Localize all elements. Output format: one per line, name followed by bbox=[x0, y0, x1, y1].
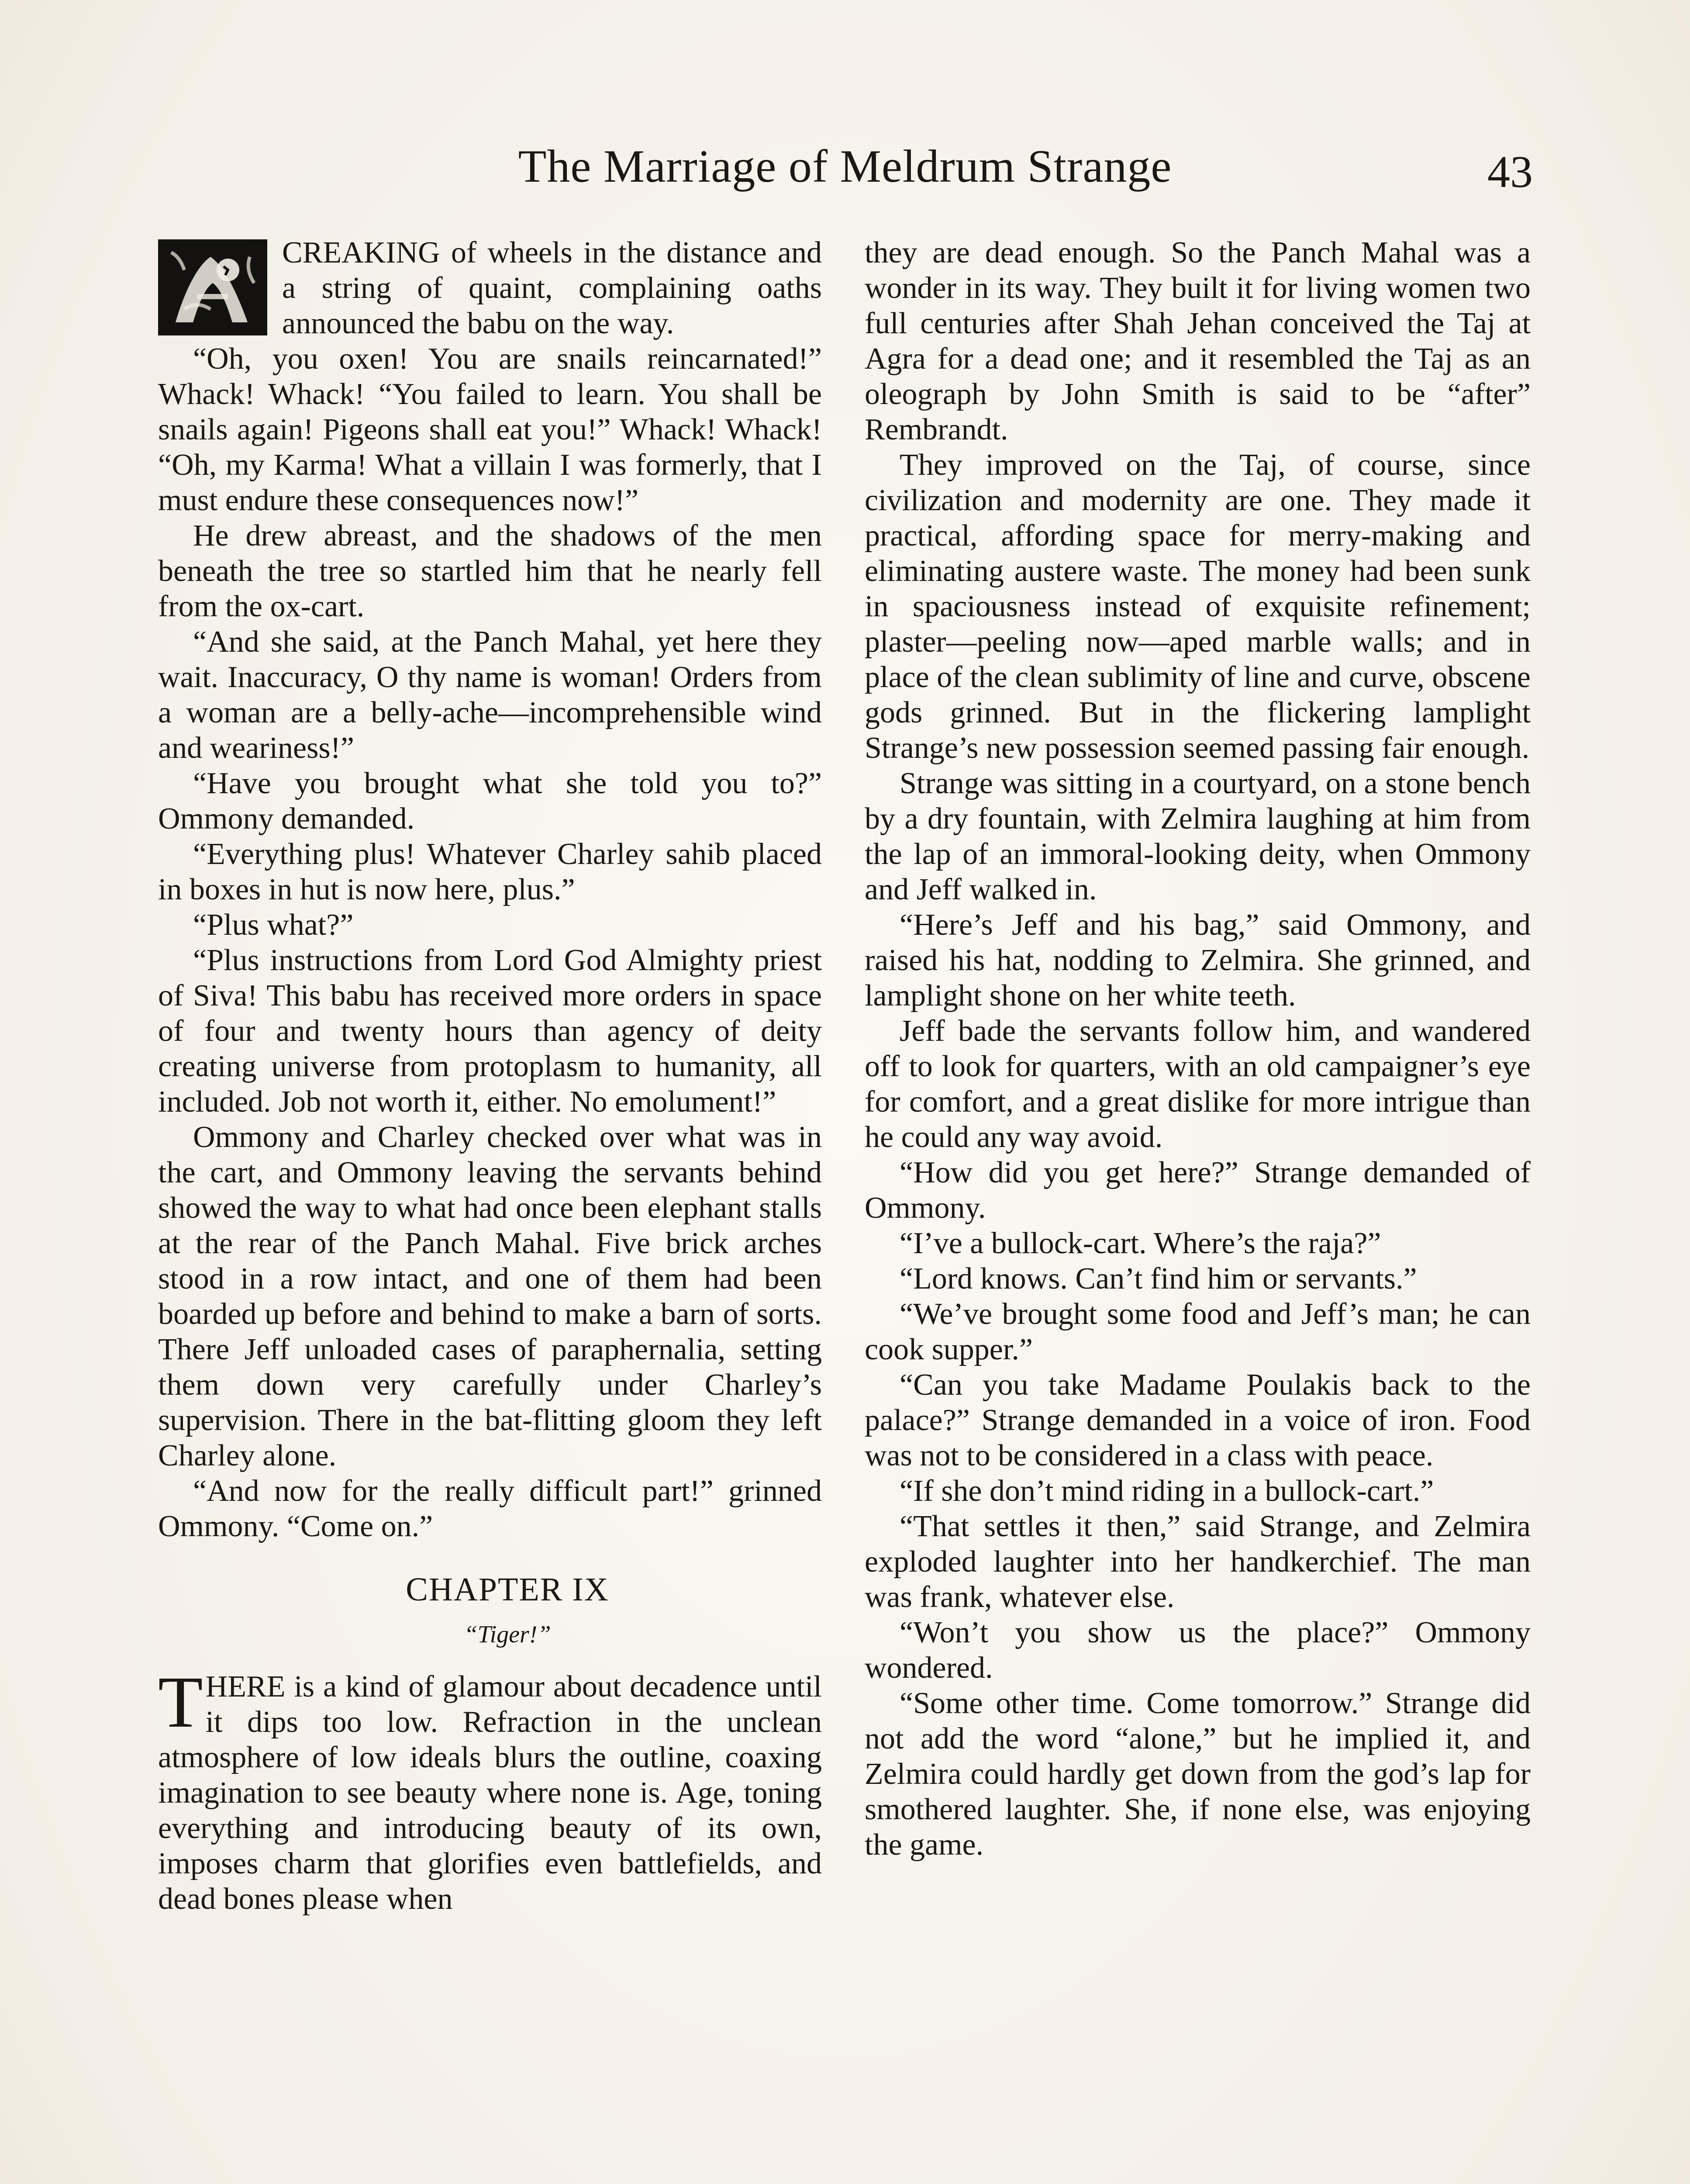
running-title: The Marriage of Meldrum Strange bbox=[518, 141, 1172, 192]
paragraph: “If she don’t mind riding in a bullock-cart.” bbox=[900, 1474, 1434, 1508]
paragraph: “How did you get here?” Strange demanded of Ommony. bbox=[865, 1156, 1531, 1225]
chapter-subtitle: “Tiger!” bbox=[464, 1621, 551, 1648]
paragraph: “And she said, at the Panch Mahal, yet here they wait. Inaccuracy, O thy name is woman! Orders from a woman are a belly-ache—incomprehensible wind and weariness!” bbox=[158, 625, 822, 765]
paragraph: “Lord knows. Can’t find him or servants.” bbox=[900, 1262, 1417, 1296]
paragraph: Ommony and Charley checked over what was in the cart, and Ommony leaving the servants behind showed the way to what had once been elephant stalls at the rear of the Panch Mahal. Five brick arches stood in a row intact, and one of them had been boarded up before and behind to make a barn of sorts. There Jeff unloaded cases of paraphernalia, setting them down very carefully under Charley’s supervision. There in the bat-flitting gloom they left Charley alone. bbox=[158, 1120, 822, 1472]
paragraph: “That settles it then,” said Strange, and Zelmira exploded laughter into her handkerchief. The man was frank, whatever else. bbox=[865, 1510, 1531, 1614]
initial-letter: T bbox=[158, 1662, 203, 1743]
paragraph-text: CREAKING of wheels in the distance and a string of quaint, complaining oaths announced the babu on the way. bbox=[282, 236, 822, 340]
page-number: 43 bbox=[1487, 147, 1533, 197]
paragraph: they are dead enough. So the Panch Mahal was a wonder in its way. They built it for living women two full centuries after Shah Jehan conceived the Taj at Agra for a dead one; and it resembled the Taj as an oleograph by John Smith is said to be “after” Rembrandt. bbox=[865, 236, 1531, 446]
paragraph: “I’ve a bullock-cart. Where’s the raja?” bbox=[900, 1227, 1381, 1260]
paragraph: “Won’t you show us the place?” Ommony wondered. bbox=[865, 1616, 1531, 1685]
paragraph-text: HERE is a kind of glamour about decadence until it dips too low. Refraction in the unclean atmosphere of low ideals blurs the outline, coaxing imagination to see beauty where none is. Age, toning everything and introducing beauty of its own, imposes charm that glorifies even battlefields, and dead bones please when bbox=[158, 1670, 822, 1916]
paragraph: “Oh, you oxen! You are snails reincarnated!” Whack! Whack! “You failed to learn. You shall be snails again! Pigeons shall eat you!” Whack! Whack! “Oh, my Karma! What a villain I was formerly, that I must endure these consequences now!” bbox=[158, 342, 822, 517]
paragraph: He drew abreast, and the shadows of the men beneath the tree so startled him that he nearly fell from the ox-cart. bbox=[158, 519, 822, 623]
left-column bbox=[158, 235, 822, 1917]
paragraph: “We’ve brought some food and Jeff’s man; he can cook supper.” bbox=[865, 1297, 1531, 1366]
paragraph: “Plus what?” bbox=[193, 908, 354, 942]
paragraph: “Here’s Jeff and his bag,” said Ommony, and raised his hat, nodding to Zelmira. She grinned, and lamplight shone on her white teeth. bbox=[865, 908, 1531, 1013]
paragraph: “Have you brought what she told you to?” Ommony demanded. bbox=[158, 767, 822, 836]
page-header bbox=[157, 140, 1533, 205]
paragraph: “Everything plus! Whatever Charley sahib placed in boxes in hut is now here, plus.” bbox=[158, 837, 822, 906]
paragraph: “Can you take Madame Poulakis back to the palace?” Strange demanded in a voice of iron. Food was not to be considered in a class with peace. bbox=[865, 1368, 1531, 1472]
paragraph: They improved on the Taj, of course, since civilization and modernity are one. They made it practical, affording space for merry-making and eliminating austere waste. The money had been sunk in spaciousness instead of exquisite refinement; plaster—peeling now—aped marble walls; and in place of the clean sublimity of line and curve, obscene gods grinned. But in the flickering lamplight Strange’s new possession seemed passing fair enough. bbox=[865, 448, 1531, 765]
paragraph bbox=[158, 235, 822, 341]
paragraph: Jeff bade the servants follow him, and wandered off to look for quarters, with an old campaigner’s eye for comfort, and a great dislike for more intrigue than he could any way avoid. bbox=[865, 1014, 1531, 1154]
paragraph: “Some other time. Come tomorrow.” Strange did not add the word “alone,” but he implied it, and Zelmira could hardly get down from the god’s lap for smothered laughter. She, if none else, was enjoying the game. bbox=[865, 1686, 1531, 1862]
right-column bbox=[865, 235, 1531, 1863]
paragraph: “Plus instructions from Lord God Almighty priest of Siva! This babu has received more orders in space of four and twenty hours than agency of deity creating universe from protoplasm to humanity, all included. Job not worth it, either. No emolument!” bbox=[158, 943, 822, 1119]
paragraph bbox=[158, 1662, 822, 1917]
decorated-initial-a-icon bbox=[158, 239, 267, 335]
chapter-heading: CHAPTER IX bbox=[406, 1571, 609, 1608]
paragraph: Strange was sitting in a courtyard, on a stone bench by a dry fountain, with Zelmira laughing at him from the lap of an immoral-looking deity, when Ommony and Jeff walked in. bbox=[865, 767, 1531, 906]
paragraph: “And now for the really difficult part!” grinned Ommony. “Come on.” bbox=[158, 1474, 822, 1543]
